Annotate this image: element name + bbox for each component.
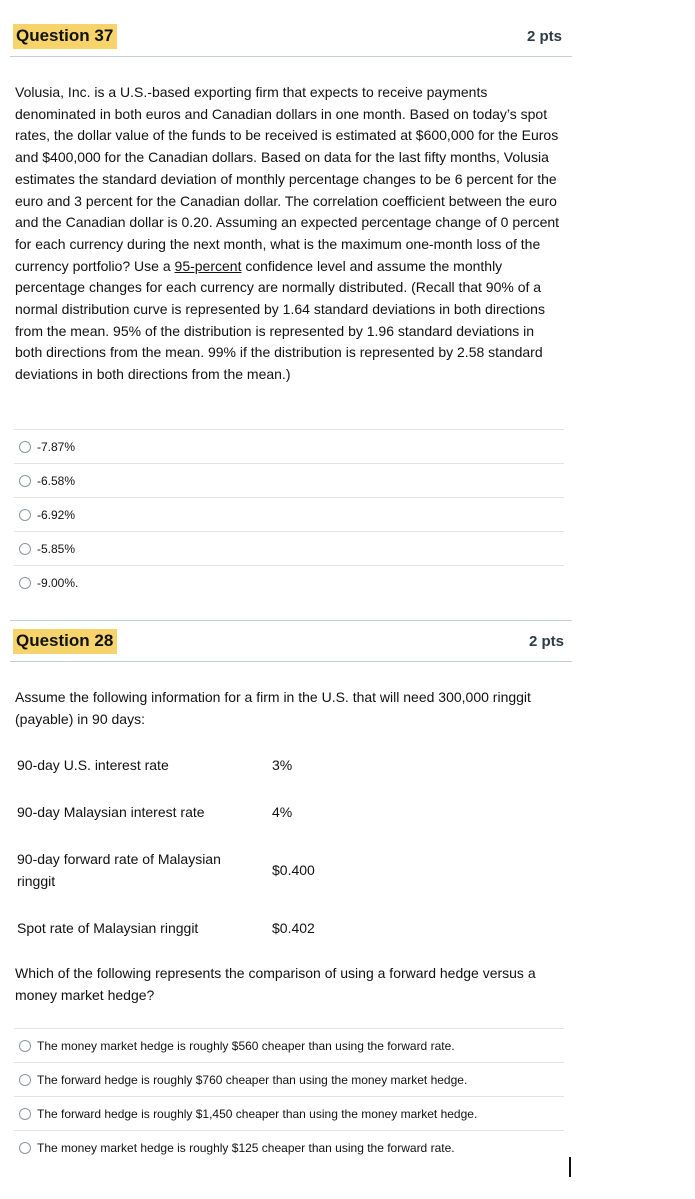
question-title: Question 37 [13,24,117,49]
question-text [15,82,560,386]
radio-button[interactable] [19,543,31,555]
question-text-part: Volusia, Inc. is a U.S.-based exporting firm that expects to receive payments denominated in both euros and Canadian dollars in one month. Based on today’s spot rates, the dollar value of the funds to be received is estimated at $600,000 for the Euros and $400,000 for the Canadian dollars. Based on data for the last fifty months, Volusia estimates the standard deviation of monthly percentage changes to be 6 percent for the euro and 3 percent for the Canadian dollar. The correlation coefficient between the euro and the Canadian dollar is 0.20. Assuming an expected percentage change of 0 percent for each currency during the next month, what is the maximum one-month loss of the currency portfolio? Use a [15,84,560,274]
radio-button[interactable] [19,1108,31,1120]
question-intro: Assume the following information for a firm in the U.S. that will need 300,000 ringgit (payable) in 90 days: [15,689,531,727]
answer-option[interactable] [14,1028,564,1062]
answer-label: The forward hedge is roughly $760 cheaper than using the money market hedge. [37,1072,468,1087]
radio-button[interactable] [19,1040,31,1052]
radio-button[interactable] [19,577,31,589]
table-value: 4% [272,804,293,820]
question-text-underlined: 95-percent [174,257,242,274]
radio-button[interactable] [19,509,31,521]
answer-list [14,429,564,599]
radio-button[interactable] [19,1142,31,1154]
answer-option[interactable] [14,463,564,497]
answer-option[interactable] [14,497,564,531]
question-header [10,16,572,57]
answer-option[interactable] [14,1062,564,1096]
table-value: $0.400 [272,862,315,878]
text-cursor [569,1157,571,1177]
table-label: 90-day forward rate of Malaysian ringgit [17,851,221,889]
answer-option[interactable] [14,565,564,599]
table-value: $0.402 [272,920,315,936]
answer-list [14,1028,564,1164]
radio-button[interactable] [19,475,31,487]
radio-button[interactable] [19,1074,31,1086]
table-label: 90-day Malaysian interest rate [17,804,205,820]
answer-label: The money market hedge is roughly $125 cheaper than using the forward rate. [37,1140,455,1155]
answer-option[interactable] [14,429,564,463]
question-points: 2 pts [526,28,562,45]
answer-label: The forward hedge is roughly $1,450 cheaper than using the money market hedge. [37,1106,478,1121]
answer-option[interactable] [14,531,564,565]
question-text: Which of the following represents the comparison of using a forward hedge versus a money market hedge? [15,965,536,1003]
radio-button[interactable] [19,441,31,453]
question-text-part: confidence level and assume the monthly percentage changes for each currency are normally distributed. (Recall that 90% of a normal distribution curve is represented by 1.64 standard deviations in both directions from the mean. 95% of the distribution is represented by 1.96 standard deviations in both directions from the mean. 99% if the distribution is represented by 2.58 standard deviations in both directions from the mean.) [15,257,545,383]
answer-option[interactable] [14,1096,564,1130]
answer-label: -5.85% [37,541,76,556]
answer-label: -6.92% [37,507,76,522]
answer-label: -7.87% [37,439,76,454]
answer-label: -6.58% [37,473,76,488]
table-label: Spot rate of Malaysian ringgit [17,920,199,936]
question-points: 2 pts [528,633,564,650]
question-title: Question 28 [13,629,117,654]
question-header [10,620,572,662]
answer-label: -9.00%. [37,575,79,590]
table-label: 90-day U.S. interest rate [17,757,169,773]
table-value: 3% [272,757,293,773]
answer-label: The money market hedge is roughly $560 cheaper than using the forward rate. [37,1038,455,1053]
answer-option[interactable] [14,1130,564,1164]
